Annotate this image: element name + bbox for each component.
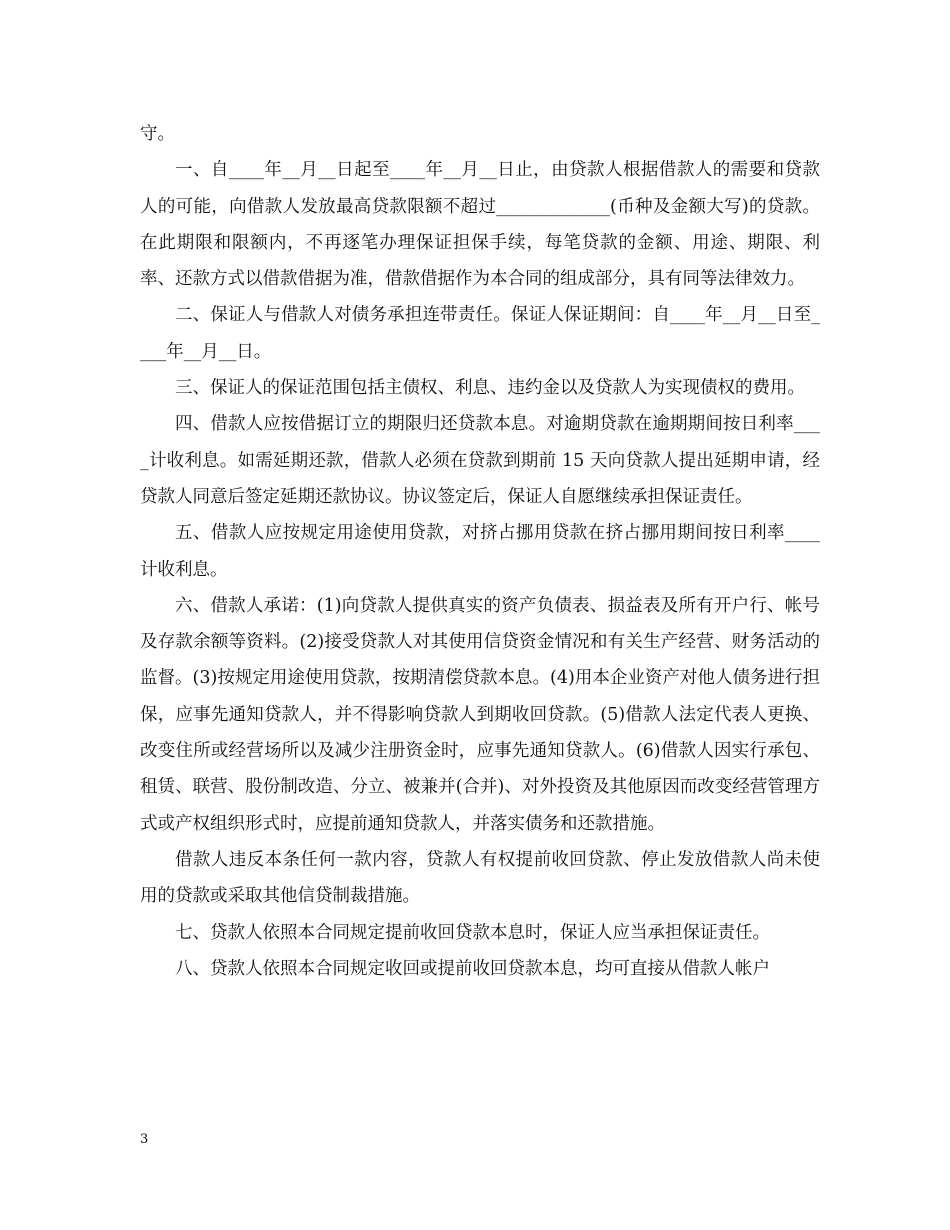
paragraph-continuation: 守。 <box>140 124 175 144</box>
paragraph-clause-3: 三、保证人的保证范围包括主债权、利息、违约金以及贷款人为实现债权的费用。 <box>175 378 805 399</box>
paragraph-clause-1: 一、自____年__月__日起至____年__月__日止，由贷款人根据借款人的需要和贷款人的可能，向借款人发放最高贷款限额不超过_____________(币种及金额大写)的贷款。在此期限和限额内，不再逐笔办理保证担保手续，每笔贷款的金额、用途、期限、利率、还款方式以借款借据为准，借款借据作为本合同的组成部分，具有同等法律效力。 <box>140 160 820 290</box>
paragraph-clause-6: 六、借款人承诺：(1)向贷款人提供真实的资产负债表、损益表及所有开户行、帐号及存款余额等资料。(2)接受贷款人对其使用信贷资金情况和有关生产经营、财务活动的监督。(3)按规定用途使用贷款，按期清偿贷款本息。(4)用本企业资产对他人债务进行担保，应事先通知贷款人，并不得影响贷款人到期收回贷款。(5)借款人法定代表人更换、改变住所或经营场所以及减少注册资金时，应事先通知贷款人。(6)借款人因实行承包、租赁、联营、股份制改造、分立、被兼并(合并)、对外投资及其他原因而改变经营管理方式或产权组织形式时，应提前通知贷款人，并落实债务和还款措施。 <box>140 595 820 834</box>
paragraph-clause-5: 五、借款人应按规定用途使用贷款，对挤占挪用贷款在挤占挪用期间按日利率____计收利息。 <box>140 523 820 580</box>
page-number: 3 <box>140 1132 149 1147</box>
paragraph-clause-2: 二、保证人与借款人对债务承担连带责任。保证人保证期间：自____年__月__日至____年__月__日。 <box>140 305 820 362</box>
paragraph-clause-4: 四、借款人应按借据订立的期限归还贷款本息。对逾期贷款在逾期期间按日利率____计收利息。如需延期还款，借款人必须在贷款到期前 15 天向贷款人提出延期申请，经贷款人同意后签定延期还款协议。协议签定后，保证人自愿继续承担保证责任。 <box>140 414 820 507</box>
paragraph-clause-8: 八、贷款人依照本合同规定收回或提前收回贷款本息，均可直接从借款人帐户 <box>175 958 770 979</box>
paragraph-clause-6-breach: 借款人违反本条任何一款内容，贷款人有权提前收回贷款、停止发放借款人尚未使用的贷款或采取其他信贷制裁措施。 <box>140 849 820 907</box>
document-body <box>140 116 820 987</box>
paragraph-clause-7: 七、贷款人依照本合同规定提前收回贷款本息时，保证人应当承担保证责任。 <box>175 922 770 943</box>
